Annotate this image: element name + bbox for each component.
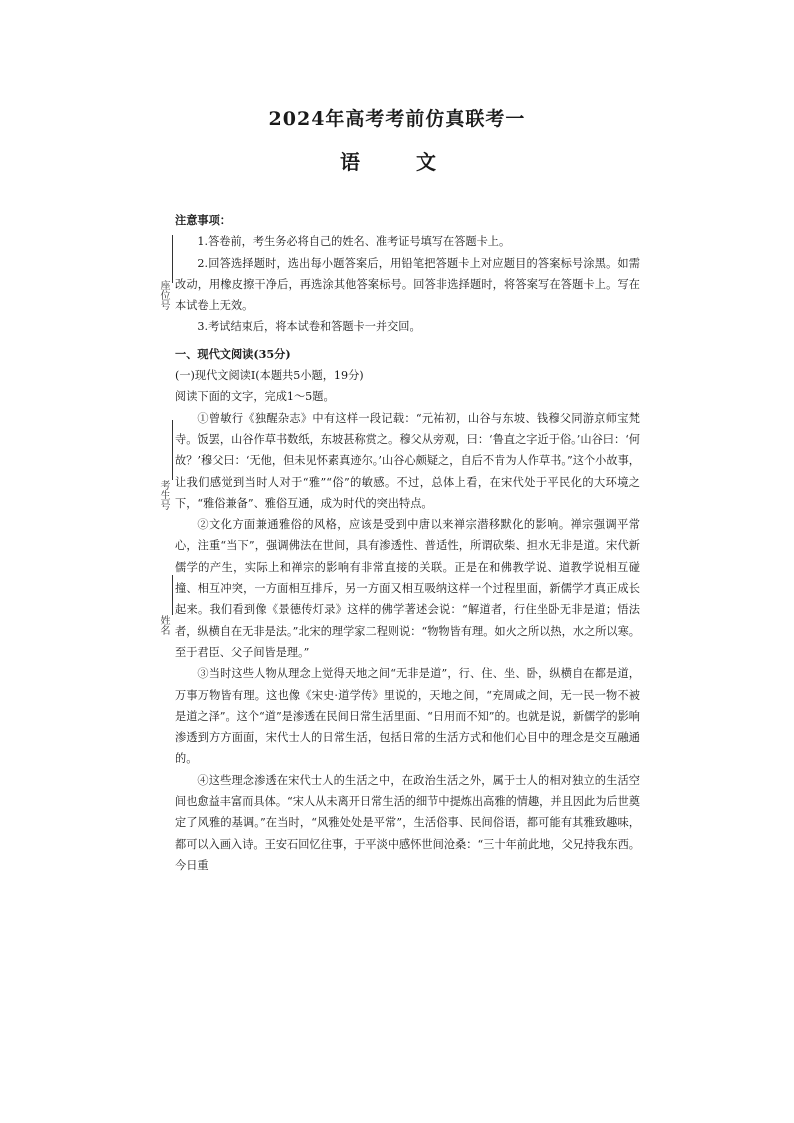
section-heading: 一、现代文阅读(35分) [175, 346, 291, 361]
subject-title: 语 文 [340, 150, 454, 174]
notice-item: 1.答卷前，考生务必将自己的姓名、准考证号填写在答题卡上。 [197, 235, 511, 249]
name-line [172, 575, 173, 615]
passage-paragraph: ②文化方面兼通雅俗的风格，应该是受到中唐以来禅宗潜移默化的影响。禅宗强调平常心，注重“当下”，强调佛法在世间，具有渗透性、普适性，所谓砍柴、担水无非是道。宋代新儒学的产生，实际上和禅宗的影响有非常直接的关联。正是在和佛教学说、道教学说相互碰撞、相互冲突，一方面相互排斥，另一方面又相互吸纳这样一个过程里面，新儒学才真正成长起来。我们看到像《景德传灯录》这样的佛学著述会说：“解道者，行住坐卧无非是道；悟法者，纵横自在无非是法。”北宋的理学家二程则说：“物物皆有理。如火之所以热，水之所以寒。至于君臣、父子间皆是理。” [175, 518, 640, 659]
reading-instruction: 阅读下面的文字，完成1～5题。 [175, 390, 335, 404]
passage-paragraph: ③当时这些人物从理念上觉得天地之间“无非是道”，行、住、坐、卧，纵横自在都是道，万事万物皆有理。这也像《宋史·道学传》里说的，天地之间，“充周咸之间，无一民一物不被是道之泽”。这个“道”是渗透在民间日常生活里面、“日用而不知”的。也就是说，新儒学的影响渗透到方方面面，宋代士人的日常生活，包括日常的生活方式和他们心目中的理念是交互融通的。 [175, 667, 640, 766]
examno-label: 考生号 [158, 480, 169, 510]
passage-paragraph: ①曾敏行《独醒杂志》中有这样一段记载：“元祐初，山谷与东坡、钱穆父同游京师宝梵寺。饭罢，山谷作草书数纸，东坡甚称赏之。穆父从旁观，曰：‘鲁直之字近于俗。’山谷曰：‘何故？’穆父曰：‘无他，但未见怀素真迹尔。’山谷心颇疑之，自后不肯为人作草书。”这个小故事，让我们感觉到当时人对于“雅”“俗”的敏感。不过，总体上看，在宋代处于平民化的大环境之下，“雅俗兼备”、雅俗互通，成为时代的突出特点。 [175, 411, 640, 510]
exam-title: 2024年高考考前仿真联考一 [268, 108, 526, 130]
section-subheading: (一)现代文阅读Ⅰ(本题共5小题，19分) [175, 369, 364, 383]
notice-item: 3.考试结束后，将本试卷和答题卡一并交回。 [197, 320, 421, 334]
exam-content [175, 210, 640, 876]
name-label: 姓名 [158, 615, 169, 635]
notice-heading: 注意事项： [175, 213, 231, 227]
seat-line [172, 235, 173, 283]
binding-strip [150, 230, 176, 830]
notice-item: 2.回答选择题时，选出每小题答案后，用铅笔把答题卡上对应题目的答案标号涂黑。如需改动，用橡皮擦干净后，再选涂其他答案标号。回答非选择题时，将答案写在答题卡上。写在本试卷上无效。 [175, 256, 640, 313]
examno-line [172, 420, 173, 480]
seat-label: 座位号 [158, 280, 169, 310]
passage-paragraph: ④这些理念渗透在宋代士人的生活之中，在政治生活之外，属于士人的相对独立的生活空间也愈益丰富而具体。“宋人从未离开日常生活的细节中提炼出高雅的情趣，并且因此为后世奠定了风雅的基调。”在当时，“风雅处处是平常”，生活俗事、民间俗语，都可能有其雅致趣味，都可以入画入诗。王安石回忆往事，于平淡中感怀世间沧桑：“三十年前此地，父兄持我东西。今日重 [175, 773, 640, 872]
